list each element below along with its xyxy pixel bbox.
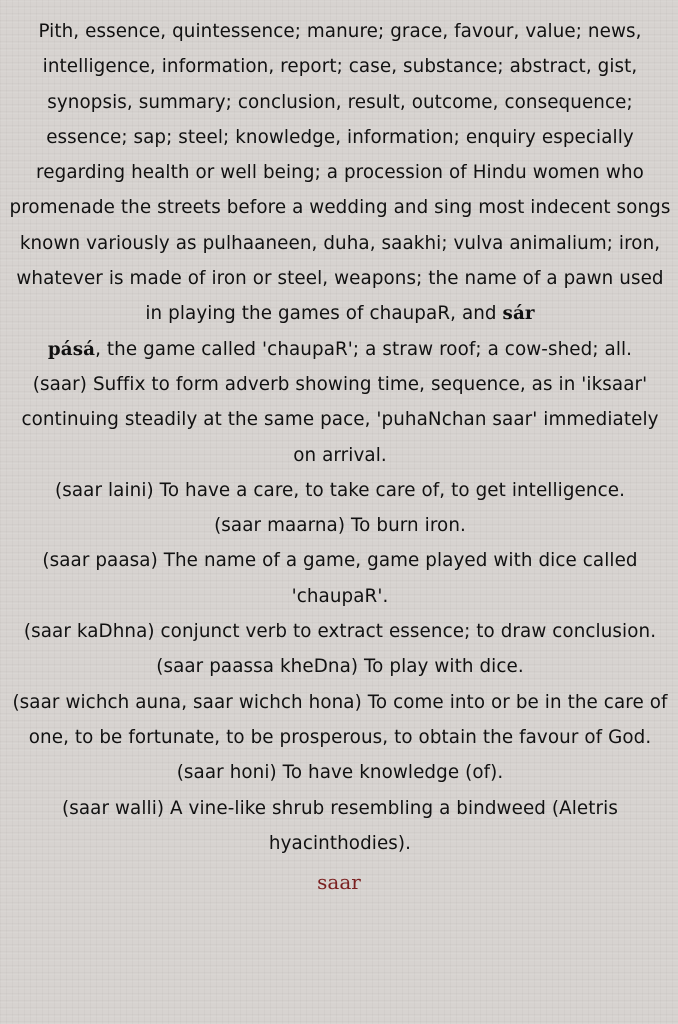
phrase-saar-paasa: (saar paasa) The name of a game, game played with dice called 'chaupaR'. [42, 550, 638, 607]
headword: saar [317, 870, 361, 895]
dictionary-page [0, 14, 678, 1014]
phrase-saar-kadhna: (saar kaDhna) conjunct verb to extract essence; to draw conclusion. [23, 621, 657, 643]
definition-paragraph [8, 14, 672, 367]
definition-text-a: Pith, essence, quintessence; manure; grace, favour, value; news, intelligence, information, report; case, substance; abstract, gist, synopsis, summary; conclusion, result, outcome, consequence; essence; sap; steel; knowledge, information; enquiry especially regarding health or well being; a procession of Hindu women who promenade the streets before a wedding and sing most indecent songs known variously as pulhaaneen, duha, saakhi; vulva animalium; iron, whatever is made of iron or steel, weapons; the name of a pawn used in playing the games of chaupaR, and [9, 21, 671, 325]
phrase-saar-maarna: (saar maarna) To burn iron. [214, 515, 466, 537]
phrase-saar-honi: (saar honi) To have knowledge (of). [176, 762, 504, 784]
phrase-saar-suffix: (saar) Suffix to form adverb showing time, sequence, as in 'iksaar' continuing steadily at the same pace, 'puhaNchan saar' immediately on arrival. [21, 373, 659, 466]
phrase-saar-paassa-khedna: (saar paassa kheDna) To play with dice. [156, 656, 524, 678]
phrase-saar-walli: (saar walli) A vine-like shrub resembling a bindweed (Aletris hyacinthodies). [62, 797, 618, 854]
term-pasa: pásá [47, 338, 96, 360]
phrase-saar-laini: (saar laini) To have a care, to take care of, to get intelligence. [55, 479, 625, 501]
phrase-saar-wichch-auna: (saar wichch auna, saar wichch hona) To come into or be in the care of one, to be fortunate, to be prosperous, to obtain the favour of God. [12, 691, 668, 748]
definition-text-b: , the game called 'chaupaR'; a straw roof; a cow-shed; all. [95, 338, 633, 360]
term-sar: sár [502, 303, 535, 325]
